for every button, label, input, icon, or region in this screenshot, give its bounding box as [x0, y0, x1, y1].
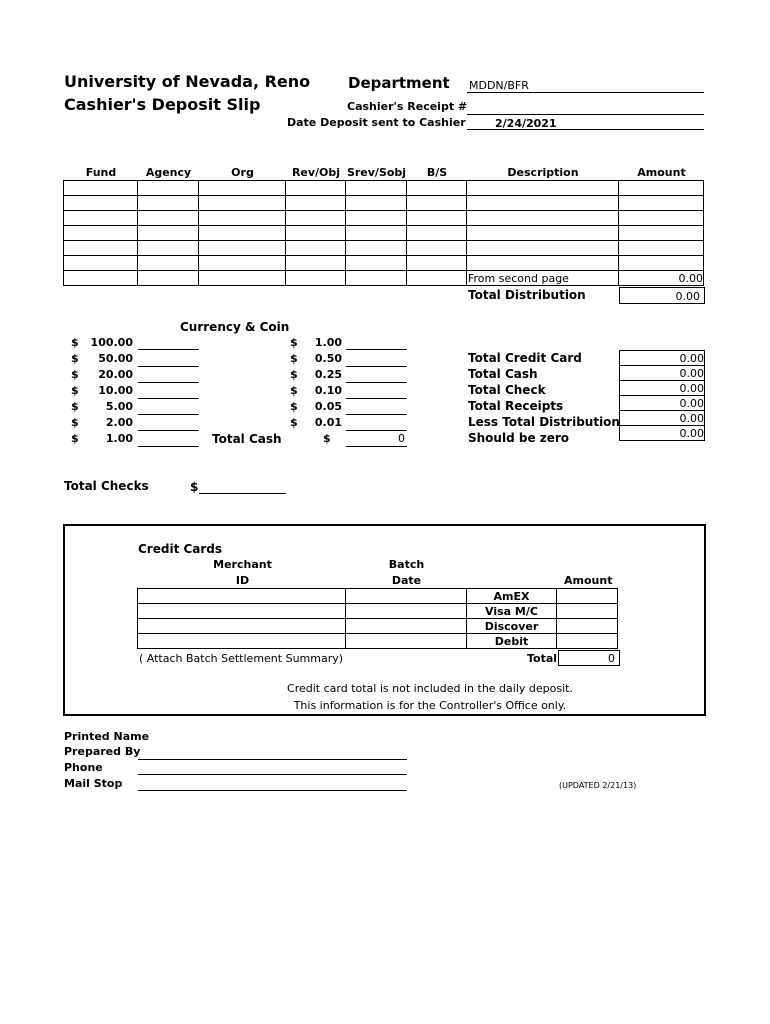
total-cash-dollar: $ — [323, 432, 331, 445]
coin-denomination: 0.50 — [314, 352, 342, 365]
table-cell[interactable] — [138, 181, 199, 196]
coin-denomination: 0.10 — [314, 384, 342, 397]
coin-count-line[interactable] — [346, 382, 407, 383]
date-label: Date Deposit sent to Cashier — [287, 116, 466, 129]
total-cash-label: Total Cash — [212, 432, 282, 446]
second-page-amount[interactable]: 0.00 — [619, 271, 704, 286]
table-cell[interactable] — [138, 256, 199, 271]
card-amount-cell[interactable] — [557, 619, 618, 634]
col-fund: Fund — [85, 166, 117, 179]
table-cell[interactable] — [619, 181, 704, 196]
card-type: Discover — [467, 619, 557, 634]
batch-date-cell[interactable] — [346, 589, 467, 604]
bill-denomination: 1.00 — [105, 432, 133, 445]
table-cell[interactable] — [407, 211, 467, 226]
dollar-sign: $ — [290, 400, 298, 413]
card-type: Debit — [467, 634, 557, 649]
coin-count-line[interactable] — [346, 398, 407, 399]
dollar-sign: $ — [71, 368, 79, 381]
bill-count-line[interactable] — [138, 414, 199, 415]
dollar-sign: $ — [290, 336, 298, 349]
bill-count-line[interactable] — [138, 382, 199, 383]
coin-denomination: 0.01 — [314, 416, 342, 429]
table-cell[interactable] — [346, 181, 407, 196]
col-amount: Amount — [637, 166, 686, 179]
merchant-label: Merchant — [213, 558, 272, 571]
cc-note-1: Credit card total is not included in the daily deposit. — [287, 682, 573, 695]
total-distribution-amount[interactable]: 0.00 — [619, 287, 705, 304]
table-cell[interactable] — [619, 241, 704, 256]
table-row — [64, 226, 704, 241]
table-row — [138, 589, 618, 604]
table-cell[interactable] — [467, 226, 619, 241]
total-cash-value[interactable]: 0 — [398, 432, 405, 445]
table-cell[interactable] — [199, 226, 286, 241]
bill-denomination: 100.00 — [90, 336, 133, 349]
summary-values-table — [619, 350, 705, 441]
table-cell[interactable] — [407, 256, 467, 271]
table-cell[interactable] — [407, 226, 467, 241]
dollar-sign: $ — [290, 416, 298, 429]
table-cell[interactable] — [407, 181, 467, 196]
table-cell[interactable] — [286, 211, 346, 226]
table-cell[interactable] — [64, 211, 138, 226]
table-cell[interactable] — [467, 181, 619, 196]
batch-date-label: Date — [391, 574, 422, 587]
table-cell[interactable] — [199, 256, 286, 271]
coin-count-line[interactable] — [346, 366, 407, 367]
summary-label: Total Credit Card — [468, 351, 582, 365]
table-cell[interactable] — [138, 196, 199, 211]
updated-note: (UPDATED 2/21/13) — [559, 781, 637, 790]
table-cell[interactable] — [407, 241, 467, 256]
batch-label: Batch — [388, 558, 425, 571]
cc-total-value[interactable]: 0 — [558, 650, 620, 666]
summary-value[interactable]: 0.00 — [620, 411, 705, 426]
dollar-sign: $ — [71, 432, 79, 445]
dollar-sign: $ — [71, 336, 79, 349]
table-cell[interactable] — [199, 196, 286, 211]
summary-label: Less Total Distribution — [468, 415, 620, 429]
summary-label: Total Cash — [468, 367, 538, 381]
table-cell[interactable] — [467, 196, 619, 211]
batch-date-cell[interactable] — [346, 634, 467, 649]
table-row — [138, 634, 618, 649]
bill-count-line[interactable] — [138, 430, 199, 431]
table-cell[interactable] — [346, 211, 407, 226]
table-cell[interactable] — [286, 196, 346, 211]
table-cell[interactable] — [619, 256, 704, 271]
dollar-sign: $ — [71, 416, 79, 429]
dollar-sign: $ — [71, 352, 79, 365]
table-cell[interactable] — [346, 226, 407, 241]
table-cell[interactable] — [199, 211, 286, 226]
table-cell[interactable] — [64, 226, 138, 241]
currency-title: Currency & Coin — [180, 320, 290, 334]
department-underline — [467, 92, 704, 93]
distribution-table — [63, 180, 704, 286]
total-distribution-label: Total Distribution — [468, 288, 586, 302]
batch-date-cell[interactable] — [346, 604, 467, 619]
total-cash-underline — [346, 446, 407, 447]
phone-label: Phone — [64, 761, 103, 774]
table-cell[interactable] — [346, 256, 407, 271]
total-checks-dollar: $ — [190, 480, 199, 494]
table-row — [64, 241, 704, 256]
bill-denomination: 2.00 — [105, 416, 133, 429]
table-cell[interactable] — [199, 181, 286, 196]
receipt-label: Cashier's Receipt # — [347, 100, 468, 113]
dollar-sign: $ — [290, 384, 298, 397]
coin-denomination: 0.25 — [314, 368, 342, 381]
table-cell[interactable] — [619, 196, 704, 211]
table-cell[interactable] — [286, 226, 346, 241]
mail-stop-label: Mail Stop — [64, 777, 123, 790]
prepared-by-label: Prepared By — [64, 745, 141, 758]
table-cell[interactable] — [286, 271, 346, 286]
cc-note-2: This information is for the Controller's Office only. — [293, 699, 567, 712]
bill-denomination: 20.00 — [98, 368, 133, 381]
table-cell[interactable] — [64, 271, 138, 286]
bill-count-line[interactable] — [138, 349, 199, 350]
dollar-sign: $ — [290, 368, 298, 381]
summary-label: Total Receipts — [468, 399, 564, 413]
col-description: Description — [507, 166, 579, 179]
cc-total-label: Total — [527, 652, 558, 665]
table-cell[interactable] — [286, 181, 346, 196]
card-type: Visa M/C — [467, 604, 557, 619]
table-cell[interactable] — [346, 196, 407, 211]
table-cell[interactable] — [407, 196, 467, 211]
table-cell[interactable] — [286, 241, 346, 256]
phone-line[interactable] — [138, 774, 407, 775]
table-cell[interactable] — [407, 271, 467, 286]
mail-stop-line[interactable] — [138, 790, 407, 791]
bill-count-line[interactable] — [138, 398, 199, 399]
merchant-id-cell[interactable] — [138, 619, 346, 634]
prepared-by-line[interactable] — [138, 759, 407, 760]
dollar-sign: $ — [71, 384, 79, 397]
table-row — [138, 604, 618, 619]
card-amount-cell[interactable] — [557, 589, 618, 604]
dollar-sign: $ — [71, 400, 79, 413]
table-cell[interactable] — [138, 226, 199, 241]
bill-denomination: 10.00 — [98, 384, 133, 397]
table-cell[interactable] — [138, 271, 199, 286]
table-cell[interactable] — [64, 181, 138, 196]
university-name: University of Nevada, Reno — [64, 72, 311, 91]
table-row — [138, 619, 618, 634]
total-checks-label: Total Checks — [64, 479, 149, 493]
summary-value[interactable]: 0.00 — [620, 396, 705, 411]
table-cell[interactable] — [467, 256, 619, 271]
table-cell[interactable] — [467, 241, 619, 256]
table-row — [64, 256, 704, 271]
printed-name-label: Printed Name — [64, 730, 150, 743]
coin-denomination: 0.05 — [314, 400, 342, 413]
bill-count-line[interactable] — [138, 366, 199, 367]
form-title: Cashier's Deposit Slip — [64, 95, 261, 114]
date-value[interactable]: 2/24/2021 — [495, 117, 557, 130]
dollar-sign: $ — [290, 352, 298, 365]
date-underline — [467, 129, 704, 130]
batch-date-cell[interactable] — [346, 619, 467, 634]
table-cell[interactable] — [138, 211, 199, 226]
department-value[interactable]: MDDN/BFR — [469, 79, 529, 92]
table-cell[interactable] — [467, 211, 619, 226]
card-type: AmEX — [467, 589, 557, 604]
table-row — [64, 211, 704, 226]
table-cell[interactable] — [619, 211, 704, 226]
summary-value[interactable]: 0.00 — [620, 366, 705, 381]
credit-cards-table — [137, 588, 618, 649]
summary-value[interactable]: 0.00 — [620, 426, 705, 441]
summary-value[interactable]: 0.00 — [620, 381, 705, 396]
table-row — [64, 196, 704, 211]
coin-count-line[interactable] — [346, 414, 407, 415]
card-amount-cell[interactable] — [557, 604, 618, 619]
cc-amount-label: Amount — [564, 574, 613, 587]
merchant-id-cell[interactable] — [138, 634, 346, 649]
col-agency: Agency — [145, 166, 192, 179]
col-org: Org — [231, 166, 254, 179]
merchant-id-cell[interactable] — [138, 604, 346, 619]
table-cell[interactable] — [199, 241, 286, 256]
summary-label: Total Check — [468, 383, 546, 397]
table-cell[interactable] — [64, 196, 138, 211]
summary-value[interactable]: 0.00 — [620, 351, 705, 366]
merchant-id-cell[interactable] — [138, 589, 346, 604]
col-revobj: Rev/Obj — [291, 166, 341, 179]
col-bs: B/S — [426, 166, 448, 179]
table-row — [64, 181, 704, 196]
coin-count-line[interactable] — [346, 349, 407, 350]
bill-count-line[interactable] — [138, 446, 199, 447]
total-checks-line[interactable] — [199, 493, 286, 494]
second-page-label: From second page — [467, 271, 619, 286]
department-label: Department — [348, 74, 450, 92]
receipt-underline — [467, 114, 704, 115]
table-cell[interactable] — [346, 271, 407, 286]
bill-denomination: 50.00 — [98, 352, 133, 365]
attach-note: ( Attach Batch Settlement Summary) — [139, 652, 344, 665]
table-cell[interactable] — [199, 271, 286, 286]
table-cell[interactable] — [64, 241, 138, 256]
merchant-id-label: ID — [235, 574, 250, 587]
coin-denomination: 1.00 — [314, 336, 342, 349]
bill-denomination: 5.00 — [105, 400, 133, 413]
summary-label: Should be zero — [468, 431, 570, 445]
table-cell[interactable] — [286, 256, 346, 271]
table-cell[interactable] — [346, 241, 407, 256]
credit-cards-title: Credit Cards — [138, 542, 223, 556]
coin-count-line[interactable] — [346, 430, 407, 431]
col-srevsobj: Srev/Sobj — [346, 166, 407, 179]
table-cell[interactable] — [138, 241, 199, 256]
table-row — [64, 271, 704, 286]
card-amount-cell[interactable] — [557, 634, 618, 649]
table-cell[interactable] — [619, 226, 704, 241]
table-cell[interactable] — [64, 256, 138, 271]
